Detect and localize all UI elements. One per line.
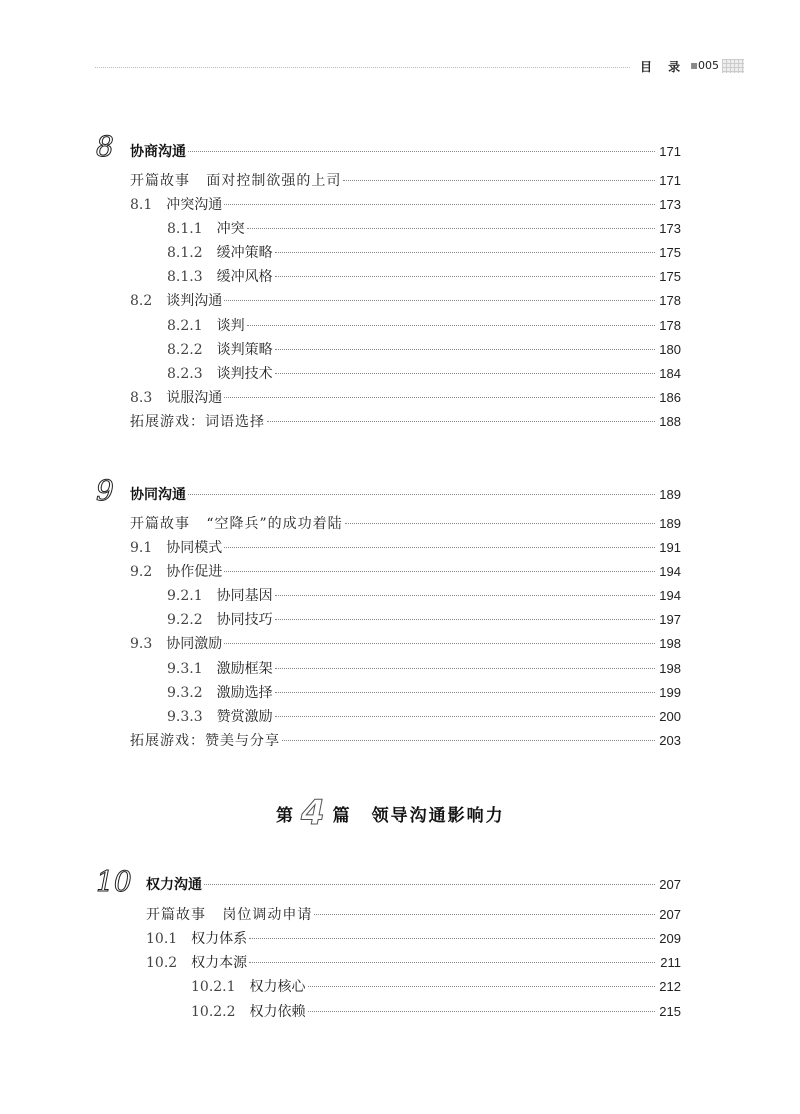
dot-leader — [275, 668, 655, 669]
dot-leader — [275, 373, 655, 374]
header-page-number: 005 — [698, 59, 719, 72]
dot-leader — [188, 494, 655, 495]
game-title: 拓展游戏：赞美与分享 — [130, 733, 280, 749]
dot-leader — [224, 300, 655, 301]
dot-leader — [224, 397, 655, 398]
toc-extension-game[interactable] — [130, 411, 681, 433]
section-title: 8.3 说服沟通 — [130, 390, 223, 406]
page-number: 200 — [659, 709, 681, 724]
chapter-title: 协商沟通 — [130, 144, 186, 160]
toc-section[interactable] — [130, 387, 681, 409]
page-number: 194 — [659, 588, 681, 603]
toc-subsection[interactable] — [167, 315, 681, 337]
subsection-title: 8.2.2 谈判策略 — [167, 342, 273, 358]
dot-leader — [282, 740, 655, 741]
toc-subsection[interactable] — [167, 363, 681, 385]
page-number: 178 — [659, 293, 681, 308]
page-number: 175 — [659, 245, 681, 260]
page-number: 207 — [659, 907, 681, 922]
toc-subsection[interactable] — [167, 218, 681, 240]
dot-leader — [247, 228, 655, 229]
chapter-number-10: 10 — [96, 865, 132, 898]
page-number: 188 — [659, 414, 681, 429]
chapter-title: 协同沟通 — [130, 487, 186, 503]
toc-opening-story[interactable] — [146, 904, 681, 926]
dot-leader — [249, 962, 655, 963]
toc-chapter-8[interactable] — [130, 141, 681, 163]
dot-leader — [188, 151, 655, 152]
toc-subsection[interactable] — [167, 266, 681, 288]
toc-opening-story[interactable] — [130, 513, 681, 535]
page-number: 203 — [659, 733, 681, 748]
toc-section[interactable] — [130, 537, 681, 559]
toc-section[interactable] — [130, 194, 681, 216]
opening-story-label: 开篇故事 “空降兵”的成功着陆 — [130, 516, 343, 532]
dot-leader — [275, 692, 655, 693]
toc-subsection[interactable] — [167, 609, 681, 631]
chapter-title: 权力沟通 — [146, 877, 202, 893]
subsection-title: 10.2.2 权力依赖 — [191, 1004, 306, 1020]
dot-leader — [224, 204, 655, 205]
part-prefix: 第 — [276, 805, 293, 826]
part-title: 领导沟通影响力 — [371, 805, 505, 826]
opening-story-label: 开篇故事 岗位调动申请 — [146, 907, 313, 923]
dot-leader — [224, 571, 655, 572]
page-number: 199 — [659, 685, 681, 700]
part-suffix: 篇 — [332, 805, 350, 826]
page-number: 212 — [659, 979, 681, 994]
toc-subsection[interactable] — [167, 706, 681, 728]
dot-leader — [275, 349, 655, 350]
page-number: 215 — [659, 1004, 681, 1019]
toc-subsection[interactable] — [167, 585, 681, 607]
header-rule — [95, 67, 630, 68]
page-number: 184 — [659, 366, 681, 381]
part-number: 4 — [301, 793, 325, 833]
section-title: 10.1 权力体系 — [146, 931, 248, 947]
page-number: 194 — [659, 564, 681, 579]
dot-leader — [345, 523, 655, 524]
toc-section[interactable] — [130, 290, 681, 312]
page-number: 198 — [659, 661, 681, 676]
toc-opening-story[interactable] — [130, 170, 681, 192]
dot-leader — [275, 595, 655, 596]
subsection-title: 8.1.2 缓冲策略 — [167, 245, 273, 261]
subsection-title: 9.2.1 协同基因 — [167, 588, 273, 604]
subsection-title: 8.1.3 缓冲风格 — [167, 269, 273, 285]
dot-leader — [343, 180, 655, 181]
page-number: 211 — [660, 955, 681, 970]
dot-leader — [308, 986, 655, 987]
subsection-title: 8.2.3 谈判技术 — [167, 366, 273, 382]
dot-leader — [247, 325, 655, 326]
dot-leader — [275, 252, 655, 253]
page-number: 209 — [659, 931, 681, 946]
toc-subsection[interactable] — [167, 242, 681, 264]
subsection-title: 9.2.2 协同技巧 — [167, 612, 273, 628]
dot-leader — [314, 914, 655, 915]
section-title: 9.1 协同模式 — [130, 540, 223, 556]
toc-section[interactable] — [130, 633, 681, 655]
chapter-number-8: 8 — [96, 130, 114, 163]
subsection-title: 8.2.1 谈判 — [167, 318, 245, 334]
header-title: 目 录 — [640, 60, 687, 74]
dot-leader — [275, 276, 655, 277]
subsection-title: 9.3.3 赞赏激励 — [167, 709, 273, 725]
page-number: 180 — [659, 342, 681, 357]
page-number: 173 — [659, 197, 681, 212]
subsection-title: 10.2.1 权力核心 — [191, 979, 306, 995]
toc-subsection[interactable] — [191, 976, 681, 998]
dot-leader — [308, 1011, 655, 1012]
toc-chapter-9[interactable] — [130, 484, 681, 506]
subsection-title: 8.1.1 冲突 — [167, 221, 245, 237]
page-number: 171 — [659, 144, 681, 159]
toc-section[interactable] — [146, 952, 681, 974]
toc-subsection[interactable] — [167, 682, 681, 704]
dot-leader — [275, 619, 655, 620]
subsection-title: 9.3.1 激励框架 — [167, 661, 273, 677]
page-number: 191 — [659, 540, 681, 555]
toc-section[interactable] — [130, 561, 681, 583]
page-number: 189 — [659, 487, 681, 502]
page-number: 173 — [659, 221, 681, 236]
page-number: 197 — [659, 612, 681, 627]
section-title: 9.2 协作促进 — [130, 564, 223, 580]
dot-leader — [267, 421, 655, 422]
toc-subsection[interactable] — [191, 1001, 681, 1023]
dot-leader — [204, 884, 655, 885]
section-title: 9.3 协同激励 — [130, 636, 223, 652]
part-heading — [276, 793, 505, 833]
page-number: 207 — [659, 877, 681, 892]
dot-leader — [224, 643, 655, 644]
header-separator: ▪ — [690, 58, 699, 72]
section-title: 8.1 冲突沟通 — [130, 197, 223, 213]
section-title: 8.2 谈判沟通 — [130, 293, 223, 309]
dot-leader — [275, 716, 655, 717]
toc-subsection[interactable] — [167, 339, 681, 361]
toc-extension-game[interactable] — [130, 730, 681, 752]
page-number: 189 — [659, 516, 681, 531]
game-title: 拓展游戏：词语选择 — [130, 414, 265, 430]
dot-leader — [249, 938, 655, 939]
page-number: 198 — [659, 636, 681, 651]
chapter-number-9: 9 — [96, 474, 114, 507]
toc-chapter-10[interactable] — [146, 874, 681, 896]
toc-section[interactable] — [146, 928, 681, 950]
header-decoration — [722, 59, 744, 73]
dot-leader — [224, 547, 655, 548]
page-number: 178 — [659, 318, 681, 333]
page-number: 175 — [659, 269, 681, 284]
subsection-title: 9.3.2 激励选择 — [167, 685, 273, 701]
section-title: 10.2 权力本源 — [146, 955, 248, 971]
toc-subsection[interactable] — [167, 658, 681, 680]
page-number: 171 — [659, 173, 681, 188]
page-number: 186 — [659, 390, 681, 405]
opening-story-label: 开篇故事 面对控制欲强的上司 — [130, 173, 342, 189]
